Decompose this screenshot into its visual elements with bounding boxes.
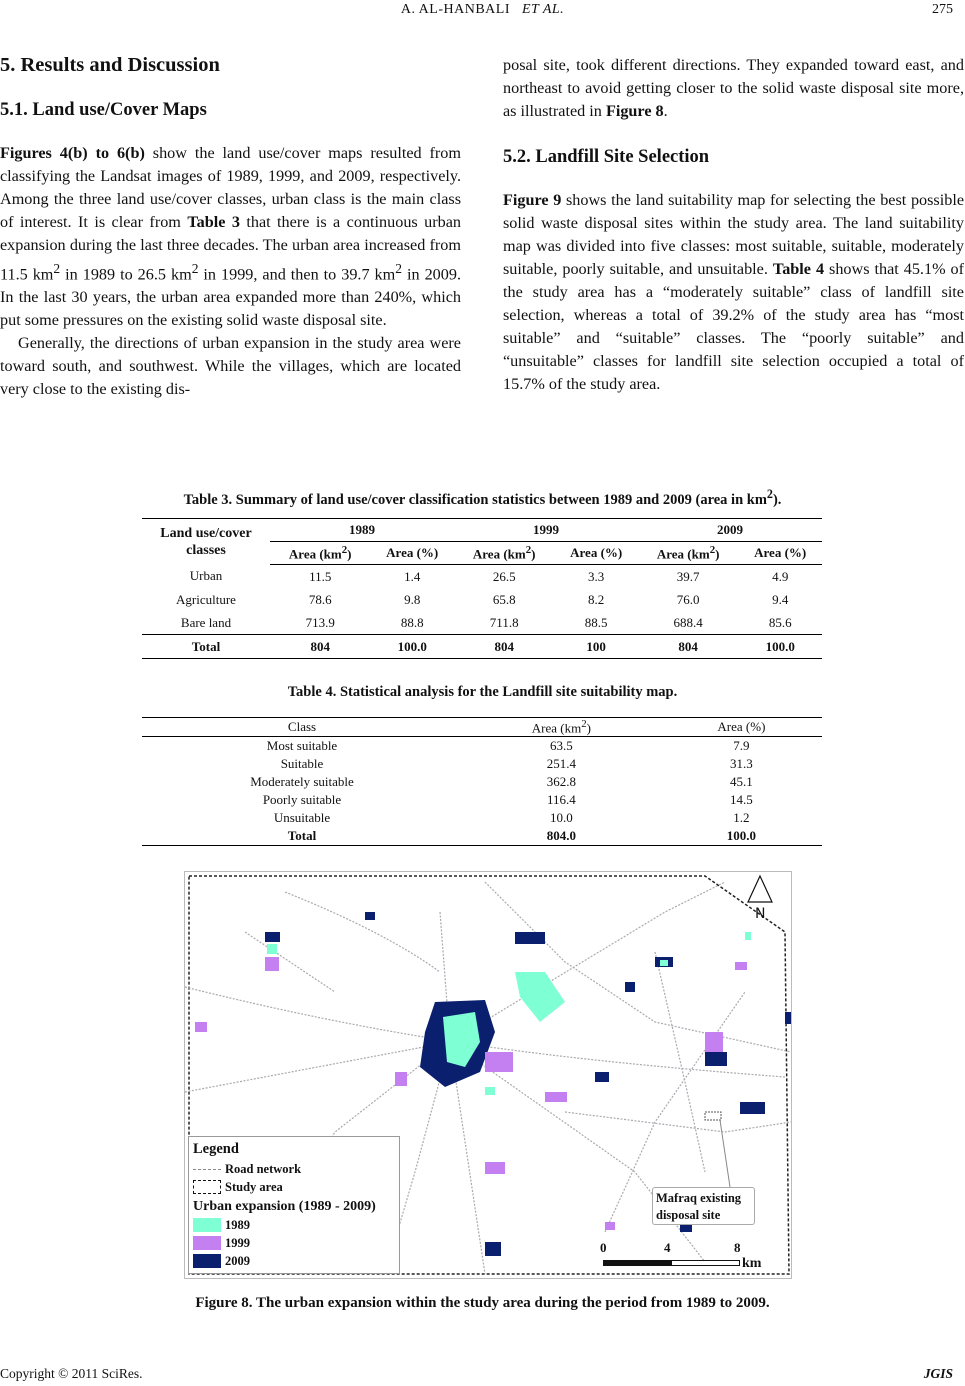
text-span: show the land use/cover maps resulted from classifying the Landsat images of 1989, 1999, and 2009, respectively. Among the three land use/cover classes, urban class is the main class of interest. It is clear from (0, 144, 461, 231)
table-cell: Total (287, 828, 317, 844)
table-cell: Total (142, 635, 270, 659)
legend-title: Legend (193, 1141, 239, 1157)
legend-study-label: Study area (225, 1179, 283, 1194)
table4-col-class: Class (142, 718, 462, 737)
superscript: 2 (525, 543, 532, 556)
table-cell: 713.9 (305, 614, 335, 630)
legend-road-label: Road network (225, 1161, 302, 1176)
legend-1999-label: 1999 (225, 1235, 250, 1250)
table-cell: 688.4 (673, 614, 703, 630)
scale-unit: km (742, 1256, 762, 1271)
table-cell: 100.0 (370, 635, 454, 659)
table3-col-area-km (270, 542, 370, 565)
text-span: ). (772, 491, 782, 508)
table-cell: 14.5 (730, 792, 753, 808)
table-cell: Urban (189, 568, 223, 584)
text-span: ) (715, 546, 720, 562)
table-cell: 88.5 (584, 614, 608, 630)
table-cell: 7.9 (733, 738, 750, 754)
table4-col-area-pct: Area (%) (661, 718, 822, 737)
page-number: 275 (932, 2, 953, 17)
text-span: posal site, took different directions. They expanded toward east, and northeast to avoid getting closer to the solid waste disposal site more, as illustrated in (503, 56, 964, 120)
table-cell: 804 (454, 635, 554, 659)
table-cell: 251.4 (546, 756, 577, 772)
table3-col-class (142, 519, 270, 565)
table-cell: 26.5 (492, 568, 516, 584)
text-span: in 2009. In the last 30 years, the urban area expanded more than 240%, which put some pressures on the existing solid waste disposal site. (0, 265, 461, 330)
table-cell: 100.0 (726, 828, 757, 844)
text-span: classes (186, 542, 226, 558)
disposal-site-label (652, 1187, 755, 1225)
table-cell: 9.4 (772, 591, 789, 607)
legend-1999-swatch (193, 1236, 221, 1250)
table-cell: 804.0 (546, 828, 577, 844)
table-cell: Poorly suitable (262, 792, 342, 808)
legend-study-swatch (193, 1180, 221, 1194)
legend-row-1999 (193, 1235, 250, 1251)
superscript: 2 (709, 543, 716, 556)
ref-table-3: Table 3 (187, 213, 240, 231)
superscript: 2 (766, 487, 773, 501)
table-cell: 116.4 (547, 792, 576, 808)
text-span: Table 3. Summary of land use/cover classification statistics between 1989 and 2009 (area in km (183, 491, 767, 508)
table-cell: 3.3 (588, 568, 605, 584)
legend-1989-swatch (193, 1218, 221, 1232)
table3-col-area-km (454, 542, 554, 565)
table-cell: 65.8 (492, 591, 516, 607)
scale-tick-label: 0 (600, 1240, 607, 1255)
text-span: ) (347, 546, 352, 562)
text-span: . (663, 102, 668, 120)
table-cell: Agriculture (176, 591, 236, 607)
table-row (142, 588, 822, 611)
table4-caption: Table 4. Statistical analysis for the Landfill site suitability map. (287, 684, 678, 700)
table-cell: 63.5 (550, 738, 573, 754)
table-cell: 100 (554, 635, 638, 659)
text-span: Mafraq existing (656, 1191, 742, 1205)
table-cell: 10.0 (550, 810, 573, 826)
legend-row-study (193, 1179, 283, 1195)
text-span: Area (km (531, 720, 582, 736)
legend-urban-title: Urban expansion (1989 - 2009) (193, 1199, 376, 1214)
legend-2009-swatch (193, 1254, 221, 1268)
footer-copyright: Copyright © 2011 SciRes. (0, 1366, 143, 1381)
legend-2009-label: 2009 (225, 1253, 250, 1268)
table-cell: 76.0 (676, 591, 700, 607)
table-cell: 78.6 (308, 591, 332, 607)
paragraph-expansion-directions: Generally, the directions of urban expansion in the study area were toward south, and southwest. While the villages, which are located very close to the existing dis- (0, 334, 461, 399)
table-row-total (142, 635, 822, 659)
text-span: ) (586, 720, 592, 736)
table-row (142, 737, 822, 756)
table-row-total (142, 827, 822, 846)
section-heading: 5. Results and Discussion (0, 54, 220, 76)
ref-figures-4-6: Figures 4(b) to 6(b) (0, 144, 145, 162)
paragraph-continued (503, 54, 964, 123)
table-cell: 362.8 (546, 774, 577, 790)
table-cell: 100.0 (738, 635, 822, 659)
table3-col-area-pct: Area (%) (738, 542, 822, 565)
table-cell: 1.2 (733, 810, 750, 826)
map-legend (188, 1136, 400, 1274)
text-span: Area (km (288, 546, 342, 562)
ref-figure-9: Figure 9 (503, 191, 562, 209)
table-cell: Most suitable (266, 738, 338, 754)
superscript: 2 (341, 543, 348, 556)
table4-col-area-km (462, 718, 661, 737)
table-cell: Bare land (180, 614, 232, 630)
text-span: shows the land suitability map for selecting the best possible solid waste disposal sites within the study area. The land suitability map was divided into five classes: most suitable, suitable, moderately suitable, poorly suitable, and unsuitable. (503, 191, 965, 278)
table-cell: Moderately suitable (250, 774, 354, 790)
text-span: disposal site (656, 1208, 721, 1222)
disposal-site-leader (720, 1120, 730, 1187)
table-cell: 1.4 (404, 568, 421, 584)
paragraph-landfill (503, 189, 964, 396)
table-row (142, 611, 822, 635)
superscript: 2 (395, 261, 402, 276)
ref-figure-8: Figure 8 (605, 102, 664, 120)
table3-year: 1989 (270, 519, 454, 542)
text-span: in 1989 to 26.5 km (60, 265, 192, 284)
urban-expansion-map (184, 871, 792, 1279)
legend-row-road (193, 1161, 301, 1177)
footer-journal: JGIS (923, 1366, 953, 1381)
legend-1989-label: 1989 (225, 1217, 250, 1232)
north-label: N (755, 906, 766, 922)
text-span: shows that 45.1% of the study area has a “moderately suitable” class of landfill site selection, whereas a total of 39.2% of the study area has “most suitable” and “suitable” classes. The “poorly suitable” and “unsuitable” classes for landfill site selection occupied a total of 15.7% of the study area. (503, 260, 965, 393)
left-column (0, 52, 461, 401)
superscript: 2 (581, 718, 587, 730)
table-cell: 804 (638, 635, 738, 659)
scale-tick-label: 8 (734, 1240, 741, 1255)
ref-table-4: Table 4 (772, 260, 825, 278)
table-cell: 9.8 (404, 591, 421, 607)
table-cell: 31.3 (730, 756, 753, 772)
subsection-heading-landfill: 5.2. Landfill Site Selection (503, 147, 710, 167)
table-row (142, 809, 822, 827)
scale-tick-label: 4 (664, 1240, 671, 1255)
header-etal: ET AL. (521, 2, 565, 17)
table-cell: 8.2 (588, 591, 605, 607)
table-cell: Unsuitable (273, 810, 331, 826)
figure8-caption: Figure 8. The urban expansion within the study area during the period from 1989 to 2009. (195, 1295, 770, 1311)
table3-year: 1999 (454, 519, 638, 542)
table-cell: 4.9 (772, 568, 789, 584)
text-span: that there is a continuous urban expansion during the last three decades. The urban area increased from 11.5 km (0, 213, 461, 284)
table-cell: 88.8 (400, 614, 424, 630)
right-column (503, 54, 964, 396)
table3 (142, 518, 822, 659)
scale-segment-light (671, 1260, 740, 1266)
table-cell: 39.7 (676, 568, 700, 584)
header-author: A. AL-HANBALI (400, 2, 510, 17)
disposal-site-marker (705, 1112, 721, 1120)
legend-road-swatch (193, 1169, 221, 1170)
table-cell: 804 (270, 635, 370, 659)
subsection-heading-land-use: 5.1. Land use/Cover Maps (0, 100, 207, 120)
table3-year: 2009 (638, 519, 822, 542)
table4 (142, 717, 822, 846)
text-span: Area (km (656, 546, 710, 562)
table3-caption (0, 487, 965, 509)
table-cell: 11.5 (309, 568, 332, 584)
legend-row-2009 (193, 1253, 250, 1269)
table-cell: 85.6 (768, 614, 792, 630)
text-span: ) (531, 546, 536, 562)
table3-col-area-km (638, 542, 738, 565)
scale-bar (600, 1240, 780, 1276)
scale-segment-dark (603, 1260, 672, 1266)
text-span: Land use/cover (160, 525, 252, 541)
table-cell: 711.8 (489, 614, 519, 630)
running-header (0, 2, 965, 18)
table3-col-area-pct: Area (%) (554, 542, 638, 565)
table3-col-area-pct: Area (%) (370, 542, 454, 565)
table-row (142, 755, 822, 773)
table-row (142, 791, 822, 809)
table-row (142, 565, 822, 589)
superscript: 2 (191, 261, 199, 276)
table-cell: 45.1 (730, 774, 753, 790)
legend-row-1989 (193, 1217, 250, 1233)
paragraph-land-use (0, 142, 461, 332)
superscript: 2 (53, 261, 61, 276)
table-cell: Suitable (280, 756, 324, 772)
text-span: in 1999, and then to 39.7 km (198, 265, 396, 284)
north-arrow-icon (748, 876, 772, 902)
table-row (142, 773, 822, 791)
text-span: Area (km (472, 546, 526, 562)
